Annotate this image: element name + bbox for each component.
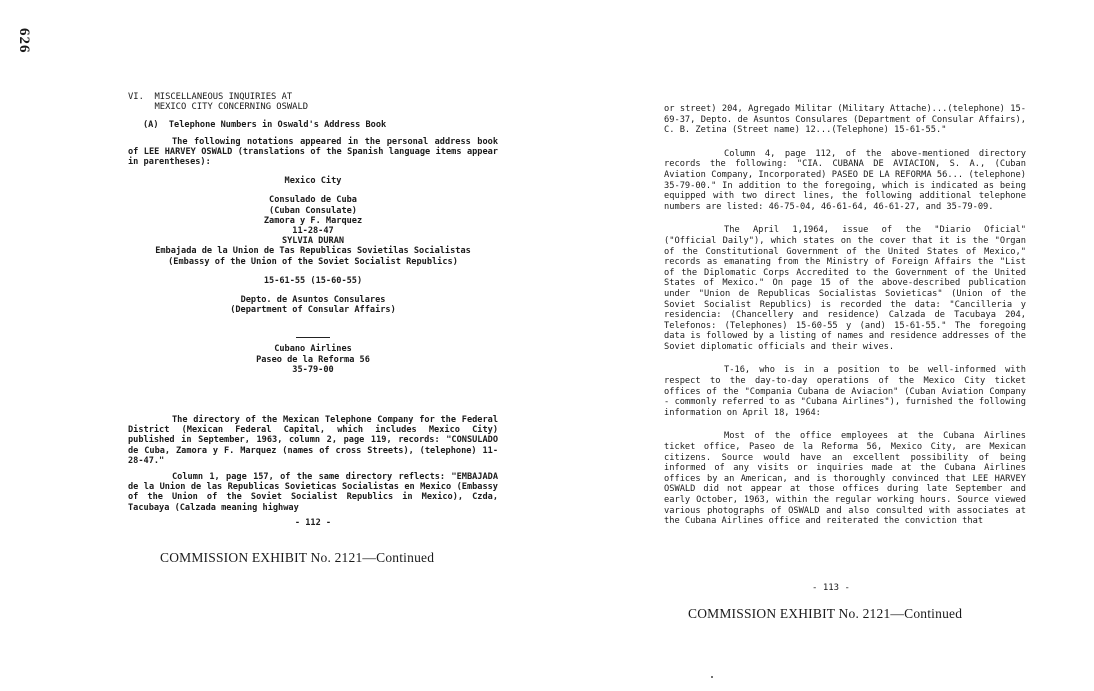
diario-oficial-paragraph: The April 1,1964, issue of the "Diario Oficial" ("Official Daily"), which states on the cover that it is the "Organ of the Constitutional Government of the United States of Mexico," records as emanating from the Ministry of Foreign Affairs the "List of the Diplomatic Corps Accredited to the Government of the United States of Mexico." On page 15 of the above-described publication under "Union de Republicas Socialistas Sovieticas" (Union of the Soviet Socialist Republics) is recorded the data: "Cancilleria y residencia: (Chancellery and residence) Calzada de Tacubaya 204, Telefonos: (Telephones) 15-60-55 y (and) 15-61-55." The foregoing data is followed by a listing of names and residence addresses of the Soviet diplomatic officials and their wives. bbox=[664, 225, 1026, 352]
entry-line: (Embassy of the Union of the Soviet Socialist Republics) bbox=[168, 256, 458, 267]
source-paragraph: T-16, who is in a position to be well-informed with respect to the day-to-day operations of the Mexico City ticket offices of the "Compania Cubana de Aviacion" (Cuban Aviation Company - commonly referred to as "Cubana Airlines"), furnished the following information on April 18, 1964: bbox=[664, 365, 1026, 418]
side-page-number: 626 bbox=[16, 28, 32, 54]
exhibit-caption-right: COMMISSION EXHIBIT No. 2121—Continued bbox=[688, 606, 963, 621]
entry-line: Zamora y F. Marquez bbox=[263, 215, 363, 226]
ticket-office-paragraph: Most of the office employees at the Cubana Airlines ticket office, Paseo de la Reforma 56, Mexico City, are Mexican citizens. Source would have an excellent possibility of being informed of any visits or inquiries made at the Cubana Airlines offices by an American, and is thoroughly convinced that LEE HARVEY OSWALD did not appear at those offices during late September and early October, 1963, within the regular working hours. Source viewed various photographs of OSWALD and also consulted with associates at the Cubana Airlines office and reiterated the conviction that bbox=[664, 431, 1026, 527]
entry-line: Depto. de Asuntos Consulares bbox=[240, 295, 386, 306]
intro-paragraph: The following notations appeared in the personal address book of LEE HARVEY OSWALD (translations of the Spanish language items appear in parentheses): bbox=[128, 136, 498, 168]
address-entry-department bbox=[128, 295, 498, 315]
section-title-line-2: MEXICO CITY CONCERNING OSWALD bbox=[128, 102, 309, 113]
directory-paragraph: The directory of the Mexican Telephone Company for the Federal District (Mexican Federal Capital, which includes Mexico City) published in September, 1963, column 2, page 119, records: "CONSULADO de Cuba, Zamora y F. Marquez (names of cross Streets), (telephone) 11-28-47." bbox=[128, 415, 498, 466]
entry-line: 11-28-47 bbox=[292, 226, 334, 237]
left-page-column bbox=[128, 92, 498, 528]
address-entry-consulate bbox=[128, 195, 498, 266]
phone-numbers: 15-61-55 (15-60-55) bbox=[263, 275, 363, 286]
entry-line: 35-79-00 bbox=[292, 364, 334, 375]
city-heading: Mexico City bbox=[284, 176, 342, 187]
page-number-right: - 113 - bbox=[812, 583, 850, 593]
entry-line: (Department of Consular Affairs) bbox=[230, 305, 396, 316]
continued-paragraph: or street) 204, Agregado Militar (Military Attache)...(telephone) 15-69-37, Depto. de Asuntos Consulares (Department of Consular Affairs), C. B. Zetina (Street name) 12...(Telephone) 15-61-55." bbox=[664, 104, 1026, 136]
entry-line: Paseo de la Reforma 56 bbox=[256, 354, 370, 365]
entry-line: Cubano Airlines bbox=[274, 344, 352, 355]
address-entry-airlines bbox=[128, 344, 498, 375]
entry-line: (Cuban Consulate) bbox=[269, 205, 357, 216]
column-one-paragraph: Column 1, page 157, of the same directory reflects: "EMBAJADA de la Union de las Republicas Sovieticas Socialistas en Mexico (Embassy of the Union of the Soviet Socialist Republics in Mexico), Czda, Tacubaya (Calzada meaning highway bbox=[128, 472, 498, 513]
scan-speck bbox=[711, 676, 713, 678]
exhibit-caption-left: COMMISSION EXHIBIT No. 2121—Continued bbox=[160, 550, 435, 565]
right-page-column bbox=[664, 104, 1026, 527]
entry-line: Consulado de Cuba bbox=[269, 195, 357, 206]
page-number-left: - 112 - bbox=[294, 517, 332, 528]
divider bbox=[296, 337, 330, 338]
entry-line: SYLVIA DURAN bbox=[281, 236, 345, 247]
column-four-paragraph: Column 4, page 112, of the above-mentioned directory records the following: "CIA. CUBANA DE AVIACION, S. A., (Cuban Aviation Company, Incorporated) PASEO DE LA REFORMA 56... (telephone) 35-79-00." In addition to the foregoing, which is indicated as being equipped with two direct lines, the following additional telephone numbers are listed: 46-75-04, 46-61-64, 46-61-27, and 35-79-09. bbox=[664, 148, 1026, 212]
entry-line: Embajada de la Union de Tas Republicas Sovietilas Socialistas bbox=[155, 246, 471, 257]
subsection-heading: (A) Telephone Numbers in Oswald's Address Book bbox=[143, 120, 387, 131]
section-title-line-1: VI. MISCELLANEOUS INQUIRIES AT bbox=[128, 92, 293, 102]
